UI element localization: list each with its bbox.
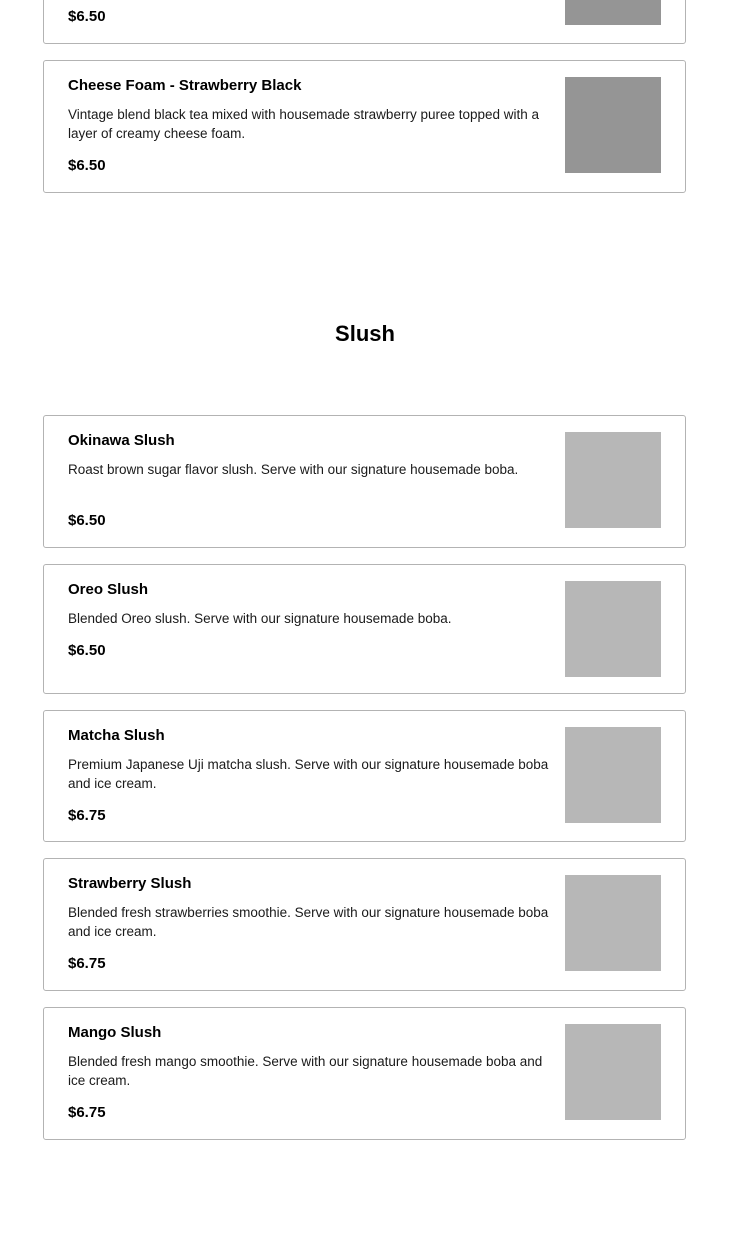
menu-item-card[interactable] [43,564,686,694]
item-description: Blended fresh mango smoothie. Serve with our signature housemade boba and ice cream. [68,1054,543,1088]
item-image [565,77,661,173]
item-name: Okinawa Slush [68,432,175,449]
item-price: $6.75 [68,807,106,824]
menu-item-card[interactable] [43,710,686,842]
section-title: Slush [335,321,395,346]
item-description: Vintage blend black tea mixed with housemade strawberry puree topped with a layer of creamy cheese foam. [68,107,540,141]
item-image [565,727,661,823]
item-name: Matcha Slush [68,727,165,744]
item-image [565,432,661,528]
item-description: Premium Japanese Uji matcha slush. Serve with our signature housemade boba and ice cream. [68,757,549,791]
item-price: $6.75 [68,1104,106,1121]
item-image [565,875,661,971]
item-name: Mango Slush [68,1024,162,1041]
item-image [565,0,661,25]
item-description: Blended Oreo slush. Serve with our signature housemade boba. [68,611,452,626]
item-name: Oreo Slush [68,581,149,598]
item-price: $6.50 [68,157,106,174]
item-description: Roast brown sugar flavor slush. Serve with our signature housemade boba. [68,462,519,477]
menu-item-card[interactable] [43,415,686,548]
item-price: $6.50 [68,512,106,529]
menu-item-card[interactable] [43,1007,686,1140]
item-image [565,1024,661,1120]
menu-item-card[interactable] [43,60,686,193]
item-name: Strawberry Slush [68,875,192,892]
menu-item-card[interactable] [43,0,686,44]
item-price: $6.75 [68,955,106,972]
menu-item-card[interactable] [43,858,686,991]
item-name: Cheese Foam - Strawberry Black [68,77,302,94]
item-price: $6.50 [68,8,106,25]
item-image [565,581,661,677]
item-price: $6.50 [68,642,106,659]
item-description: Blended fresh strawberries smoothie. Serve with our signature housemade boba and ice cream. [68,905,549,939]
